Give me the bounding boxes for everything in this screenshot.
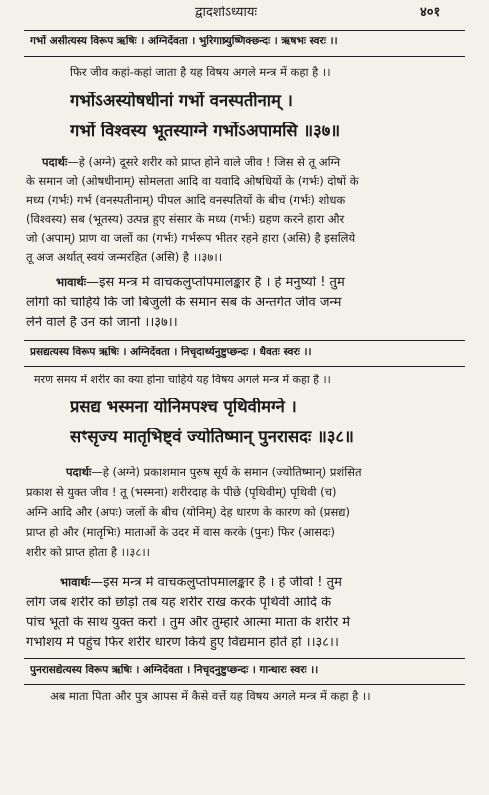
mantra-38-line: सꣳसृज्य मातृभिष्ट्वं ज्योतिष्मान् पुनरासदः ॥३८॥: [70, 428, 354, 446]
padartha-line: (विश्वस्य) सब (भूतस्य) उत्पन्न हुए संसार के मध्य (गर्भः) ग्रहण करने हारा और: [26, 213, 345, 226]
bhavartha-line: [26, 276, 466, 291]
bhavartha-line: लेने वाले हैं उन को जानो ।।३७।।: [26, 316, 178, 330]
bhavartha-line: [26, 576, 466, 591]
padartha-label: पदार्थः: [66, 466, 92, 479]
section-rule-38: [24, 340, 465, 341]
section-rule-39: [24, 658, 465, 659]
padartha-line: के समान जो (ओषधीनाम्) सोमलता आदि वा यवादि ओषधियों के (गर्भः) दोषों के: [26, 175, 359, 188]
padartha-line: [26, 156, 466, 169]
padartha-line: अग्नि आदि और (अपः) जलों के बीच (योनिम्) देह धारण के कारण को (प्रसद्य): [26, 506, 350, 519]
mantra-intro-38: मरण समय में शरीर का क्या होना चाहिये यह विषय अगले मन्त्र में कहा है ।।: [34, 374, 331, 386]
header-rule: [24, 30, 465, 31]
mantra-37-line: गर्भोऽअस्योषधीनां गर्भो वनस्पतीनाम् ।: [70, 92, 293, 110]
chapter-heading: द्वादशोऽध्यायः: [195, 6, 257, 20]
bhavartha-text: —इस मन्त्र में वाचकलुप्तोपमालङ्कार है । हे मनुष्यो ! तुम: [86, 276, 345, 290]
metadata-rule-39: [24, 684, 465, 685]
padartha-text: —हे (अग्ने) प्रकाशमान पुरुष सूर्य के समान (ज्योतिष्मान्) प्रशंसित: [91, 466, 362, 479]
padartha-line: प्राप्त हो और (मातृभिः) माताओं के उदर में वास करके (पुनः) फिर (आसदः): [26, 526, 335, 539]
bhavartha-label: भावार्थः: [56, 276, 87, 289]
mantra-intro-37: फिर जीव कहां-कहां जाता है यह विषय अगले मन्त्र में कहा है ।।: [70, 66, 331, 79]
metadata-rule-37: [24, 56, 465, 57]
bhavartha-label: भावार्थः: [60, 576, 91, 589]
padartha-text: —हे (अग्ने) दूसरे शरीर को प्राप्त होने वाले जीव ! जिस से तू अग्नि: [67, 156, 341, 169]
padartha-line: जो (अपाम्) प्राण वा जलों का (गर्भः) गर्भरूप भीतर रहने हारा (असि) है इसलिये: [26, 232, 356, 245]
bhavartha-line: लोग जब शरीर को छोड़ो तब यह शरीर राख करके पृथिवी आदि के: [26, 596, 332, 610]
metadata-rule-38: [24, 366, 465, 367]
bhavartha-text: —इस मन्त्र में वाचकलुप्तोपमालङ्कार है । हे जीवो ! तुम: [90, 576, 342, 590]
padartha-line: प्रकाश से युक्त जीव ! तू (भस्मना) शरीरदाह के पीछे (पृथिवीम्) पृथिवी (च): [26, 486, 337, 499]
mantra-37-line: गर्भो विश्वस्य भूतस्याग्ने गर्भोऽअपामसि ॥३७॥: [70, 122, 341, 140]
bhavartha-line: लोगों को चाहिये कि जो बिजुली के समान सब के अन्तर्गत जीव जन्म: [26, 296, 342, 310]
padartha-line: तू अज अर्थात् स्वयं जन्मरहित (असि) है ।।३७।।: [26, 251, 223, 264]
padartha-line: शरीर को प्राप्त होता है ।।३८।।: [26, 546, 151, 559]
mantra-intro-39: अब माता पिता और पुत्र आपस में कैसे वर्त्ते यह विषय अगले मन्त्र में कहा है ।।: [50, 690, 371, 703]
padartha-label: पदार्थः: [42, 156, 68, 169]
padartha-line: मध्य (गर्भः) गर्भ (वनस्पतीनाम्) पीपल आदि वनस्पतियों के बीच (गर्भः) शोधक: [26, 194, 346, 207]
bhavartha-line: पांच भूतों के साथ युक्त करो । तुम और तुम्हारे आत्मा माता के शरीर में: [26, 616, 351, 630]
page-number: ४०१: [420, 6, 441, 20]
mantra-metadata-37: गर्भो असीत्यस्य विरूप ऋषिः । अग्निर्देवता । भुरिगाष्र्युष्णिक्छन्दः । ऋषभः स्वरः ।।: [30, 35, 338, 47]
mantra-metadata-38: प्रसद्यत्यस्य विरूप ऋषिः । अग्निर्देवता । निचृदार्थ्यनुष्टुप्छन्दः । धैवतः स्वरः ।।: [30, 346, 312, 358]
mantra-38-line: प्रसद्य भस्मना योनिमपश्च पृथिवीमग्ने ।: [70, 398, 297, 416]
padartha-line: [26, 466, 466, 479]
bhavartha-line: गर्भाशय में पहुंच फिर शरीर धारण किये हुए विद्यमान होते हो ।।३८।।: [26, 636, 339, 650]
mantra-metadata-39: पुनरासद्येत्यस्य विरूप ऋषिः । अग्निर्देवता । निचृदनुष्टुप्छन्दः । गान्धारः स्वरः ।।: [30, 664, 319, 676]
